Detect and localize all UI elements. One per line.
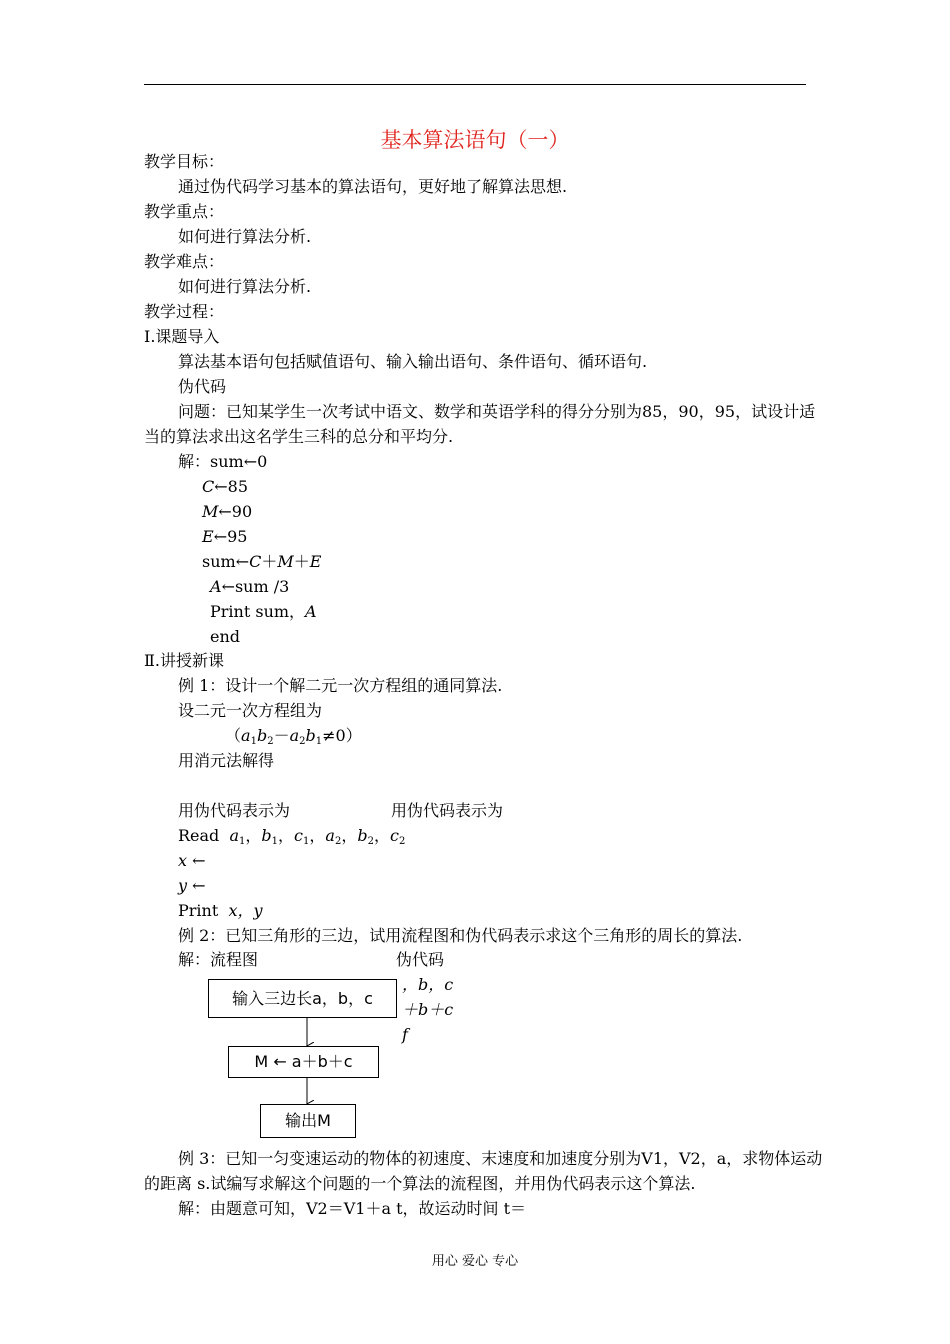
example3-line-1: 例 3：已知一匀变速运动的物体的初速度、末速度和加速度分别为V1，V2，a，求物体运动 — [178, 1149, 823, 1168]
section2-heading: Ⅱ.讲授新课 — [144, 651, 224, 670]
pseudocode-fragment-2: ＋b＋c — [402, 1000, 454, 1019]
difficulties-label: 教学难点： — [144, 252, 225, 271]
objectives-label: 教学目标： — [144, 152, 225, 171]
example1-title: 例 1：设计一个解二元一次方程组的通同算法. — [178, 676, 503, 695]
code-line-4: E←95 — [202, 527, 248, 546]
process-label: 教学过程： — [144, 302, 225, 321]
pseudocode-fragment-1: ，b，c — [402, 975, 454, 994]
code-line-1: 解：sum←0 — [178, 452, 268, 471]
flow-input-box: 输入三边长a，b，c — [208, 979, 397, 1018]
section1-heading: Ⅰ.课题导入 — [144, 327, 220, 346]
key-points-text: 如何进行算法分析. — [178, 227, 312, 246]
code-line-7: Print sum，A — [210, 602, 317, 621]
page-footer: 用心 爱心 专心 — [431, 1254, 519, 1269]
x-assignment: x ← — [178, 851, 206, 870]
read-statement: Read $a_1$，$b_1$，$c_1$，$a_2$，$b_2$，$c_2$ — [178, 826, 406, 847]
pseudocode-label: 伪代码 — [178, 377, 227, 396]
code-line-6: A←sum /3 — [210, 577, 290, 596]
page-title: 基本算法语句（一） — [380, 128, 570, 152]
objectives-text: 通过伪代码学习基本的算法语句，更好地了解算法思想. — [178, 177, 568, 196]
example2-solution: 解：流程图 — [178, 950, 259, 969]
difficulties-text: 如何进行算法分析. — [178, 277, 312, 296]
elimination-text: 用消元法解得 — [178, 751, 275, 770]
example2-title: 例 2：已知三角形的三边，试用流程图和伪代码表示求这个三角形的周长的算法. — [178, 926, 743, 945]
example1-setup: 设二元一次方程组为 — [178, 701, 323, 720]
problem-line-2: 当的算法求出这名学生三科的总分和平均分. — [144, 427, 454, 446]
flow-output-box: 输出M — [260, 1104, 356, 1138]
print-statement: Print x，y — [178, 901, 263, 920]
example3-solution: 解：由题意可知，V2＝V1＋a t，故运动时间 t＝ — [178, 1199, 527, 1218]
pseudocode-caption-2: 用伪代码表示为 — [391, 801, 504, 820]
code-line-3: M←90 — [202, 502, 253, 521]
pseudocode-caption-1: 用伪代码表示为 — [178, 801, 291, 820]
pseudocode-fragment-3: f — [402, 1025, 408, 1044]
nonzero-condition: $(a_1b_2-a_2b_1\ne 0)$ — [225, 726, 362, 747]
code-line-8: end — [210, 627, 241, 646]
key-points-label: 教学重点： — [144, 202, 225, 221]
y-assignment: y ← — [178, 876, 206, 895]
code-line-2: C←85 — [202, 477, 249, 496]
example2-pseudocode-label: 伪代码 — [396, 950, 445, 969]
section1-intro: 算法基本语句包括赋值语句、输入输出语句、条件语句、循环语句. — [178, 352, 648, 371]
flow-process-box: M ← a＋b＋c — [228, 1046, 379, 1078]
problem-line-1: 问题：已知某学生一次考试中语文、数学和英语学科的得分分别为85，90，95，试设计适 — [178, 402, 816, 421]
code-line-5: sum←C＋M＋E — [202, 552, 322, 571]
example3-line-2: 的距离 s.试编写求解这个问题的一个算法的流程图，并用伪代码表示这个算法. — [144, 1174, 696, 1193]
